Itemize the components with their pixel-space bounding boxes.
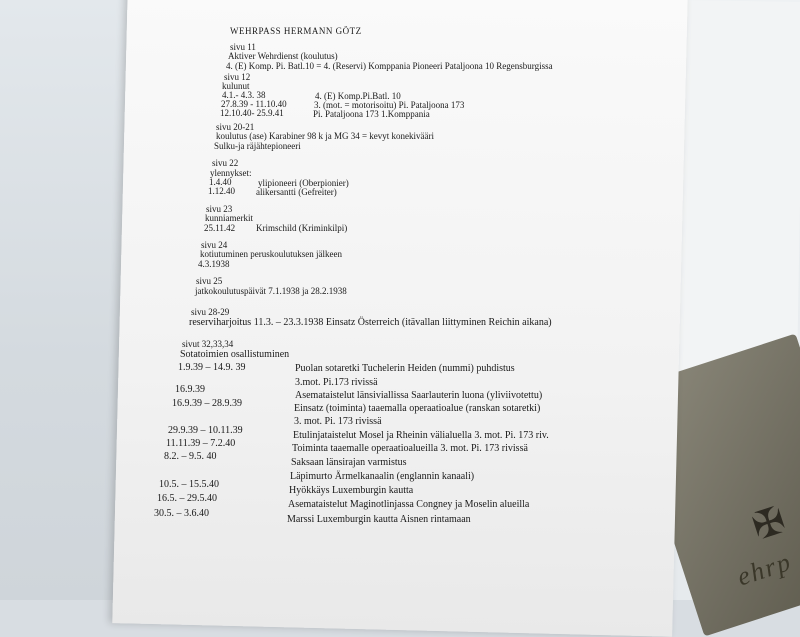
section-page: sivut 32,33,34 [182, 339, 234, 349]
entry-date: 29.9.39 – 10.11.39 [168, 425, 243, 436]
entry-date: 10.5. – 15.5.40 [159, 479, 219, 490]
entry-text: Marssi Luxemburgin kautta Aisnen rintamaan [287, 514, 471, 525]
section-page: sivu 11 [230, 42, 256, 52]
entry-date: 16.9.39 – 28.9.39 [172, 398, 242, 409]
entry-text: ylipioneeri (Oberpionier) [258, 178, 349, 188]
section-page: sivu 25 [196, 276, 223, 286]
section-line: Aktiver Wehrdienst (koulutus) [228, 51, 338, 61]
entry-text: Asemataistelut Maginotlinjassa Congney ja Moselin alueilla [288, 499, 530, 510]
entry-date: 25.11.42 [204, 223, 236, 233]
section-line: kotiutuminen peruskoulutuksen jälkeen [200, 249, 342, 259]
entry-text: 3. (mot. = motorisoitu) Pi. Pataljoona 173 [314, 100, 465, 110]
entry-text: Asemataistelut länsiviallissa Saarlauterin luona (yliviivotettu) [295, 390, 543, 401]
entry-text: Saksaan länsirajan varmistus [291, 457, 407, 468]
entry-text: Krimschild (Kriminkilpi) [256, 223, 348, 233]
entry-date: 16.9.39 [175, 384, 205, 395]
entry-date: 1.4.40 [209, 177, 232, 187]
booklet-cover-text: ehrp [733, 546, 796, 592]
section-line: Sulku-ja räjähtepioneeri [214, 141, 301, 151]
section-line: 4. (E) Komp. Pi. Batl.10 = 4. (Reservi) Komppania Pioneeri Pataljoona 10 Regensburgissa [226, 61, 553, 71]
entry-date: 8.2. – 9.5. 40 [164, 451, 217, 462]
entry-date: 16.5. – 29.5.40 [157, 493, 217, 504]
document-header: WEHRPASS HERMANN GÖTZ [230, 26, 362, 36]
section-line: 4.3.1938 [198, 259, 230, 269]
section-line: reserviharjoitus 11.3. – 23.3.1938 Einsatz Österreich (itävallan liittyminen Reichin aikana) [189, 317, 552, 328]
section-line: kunniamerkit [205, 213, 253, 223]
section-page: sivu 23 [206, 204, 233, 214]
entry-text: Etulinjataistelut Mosel ja Rheinin välialuella 3. mot. Pi. 173 riv. [293, 430, 549, 441]
entry-text: 4. (E) Komp.Pi.Batl. 10 [315, 91, 401, 101]
entry-text: Pi. Pataljoona 173 1.Komppania [313, 109, 430, 119]
entry-text: Hyökkäys Luxemburgin kautta [289, 485, 414, 496]
section-line: Sotatoimien osallistuminen [180, 349, 290, 360]
entry-text: alikersantti (Gefreiter) [256, 187, 337, 197]
entry-date: 30.5. – 3.6.40 [154, 508, 209, 519]
entry-text: Toiminta taaemalle operaatioalueilla 3. mot. Pi. 173 rivissä [292, 443, 528, 454]
section-line: kulunut [222, 81, 250, 91]
entry-date: 11.11.39 – 7.2.40 [166, 438, 236, 449]
entry-date: 1.9.39 – 14.9. 39 [178, 362, 246, 373]
section-line: ylennykset: [210, 168, 252, 178]
section-page: sivu 28-29 [191, 307, 230, 317]
entry-text: Läpimurto Ärmelkanaalin (englannin kanaali) [290, 471, 475, 482]
section-page: sivu 12 [224, 72, 251, 82]
entry-date: 27.8.39 - 11.10.40 [221, 99, 287, 109]
section-page: sivu 24 [201, 240, 228, 250]
section-page: sivu 20-21 [216, 122, 255, 132]
entry-date: 4.1.- 4.3. 38 [222, 90, 266, 100]
entry-text: 3. mot. Pi. 173 rivissä [294, 416, 382, 427]
section-page: sivu 22 [212, 158, 239, 168]
entry-date: 12.10.40- 25.9.41 [220, 108, 284, 118]
entry-text: 3.mot. Pi.173 rivissä [295, 377, 378, 388]
section-line: koulutus (ase) Karabiner 98 k ja MG 34 = kevyt konekivääri [216, 131, 435, 141]
entry-text: Einsatz (toiminta) taaemalla operaatioalue (ranskan sotaretki) [294, 403, 541, 414]
eagle-emblem-icon: ✠ [746, 497, 791, 549]
section-line: jatkokoulutuspäivät 7.1.1938 ja 28.2.1938 [195, 286, 347, 296]
entry-date: 1.12.40 [208, 186, 235, 196]
entry-text: Puolan sotaretki Tuchelerin Heiden (nummi) puhdistus [295, 363, 515, 374]
